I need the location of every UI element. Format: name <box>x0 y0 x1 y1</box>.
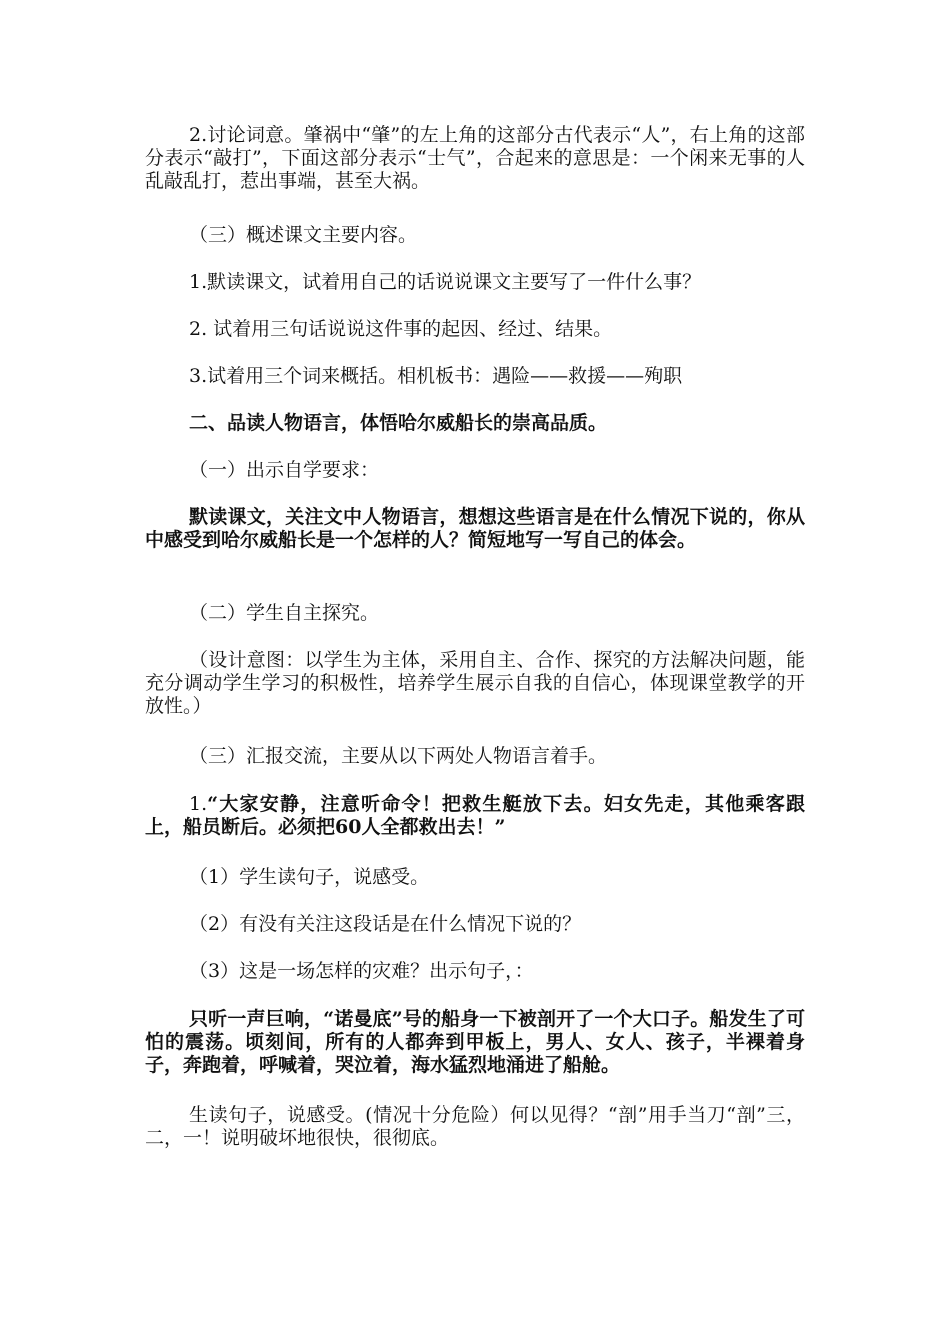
quote-text: “大家安静，注意听命令！把救生艇放下去。妇女先走，其他乘客跟上，船员断后。必须把60人全都救出去！” <box>145 793 805 838</box>
quote-number: 1. <box>189 793 208 815</box>
paragraph-self-study-requirement: 默读课文，关注文中人物语言，想想这些语言是在什么情况下说的，你从中感受到哈尔威船长是一个怎样的人？简短地写一写自己的体会。 <box>145 506 805 551</box>
heading-self-study: （一）出示自学要求： <box>189 459 380 481</box>
heading-report-exchange: （三）汇报交流，主要从以下两处人物语言着手。 <box>189 745 608 767</box>
heading-self-exploration: （二）学生自主探究。 <box>189 602 380 624</box>
paragraph-step-3: 3.试着用三个词来概括。相机板书：遇险——救援——殉职 <box>189 365 683 387</box>
paragraph-reading-feeling: 生读句子，说感受。(情况十分危险）何以见得？“剖”用手当刀“剖”三，二，一！说明破坏地很快，很彻底。 <box>145 1104 805 1149</box>
paragraph-step-2: 2. 试着用三句话说说这件事的起因、经过、结果。 <box>189 318 613 340</box>
paragraph-quote-1 <box>145 793 805 839</box>
paragraph-substep-1: （1）学生读句子，说感受。 <box>189 866 430 888</box>
paragraph-step-1: 1.默读课文，试着用自己的话说说课文主要写了一件什么事？ <box>189 271 702 293</box>
section-heading-2: 二、品读人物语言，体悟哈尔威船长的崇高品质。 <box>189 412 608 434</box>
paragraph-substep-2: （2）有没有关注这段话是在什么情况下说的？ <box>189 913 582 935</box>
paragraph-excerpt: 只听一声巨响，“诺曼底”号的船身一下被剖开了一个大口子。船发生了可怕的震荡。顷刻间，所有的人都奔到甲板上，男人、女人、孩子，半裸着身子，奔跑着，呼喊着，哭泣着，海水猛烈地涌进了船舱。 <box>145 1008 805 1076</box>
paragraph-substep-3: （3）这是一场怎样的灾难？出示句子，： <box>189 960 534 982</box>
heading-summary: （三）概述课文主要内容。 <box>189 224 418 246</box>
paragraph-word-meaning: 2.讨论词意。肇祸中“肇”的左上角的这部分古代表示“人”，右上角的这部分表示“敲打”，下面这部分表示“士气”，合起来的意思是：一个闲来无事的人乱敲乱打，惹出事端，甚至大祸。 <box>145 124 805 192</box>
paragraph-design-intent: （设计意图：以学生为主体，采用自主、合作、探究的方法解决问题，能充分调动学生学习的积极性，培养学生展示自我的自信心，体现课堂教学的开放性。） <box>145 649 805 717</box>
